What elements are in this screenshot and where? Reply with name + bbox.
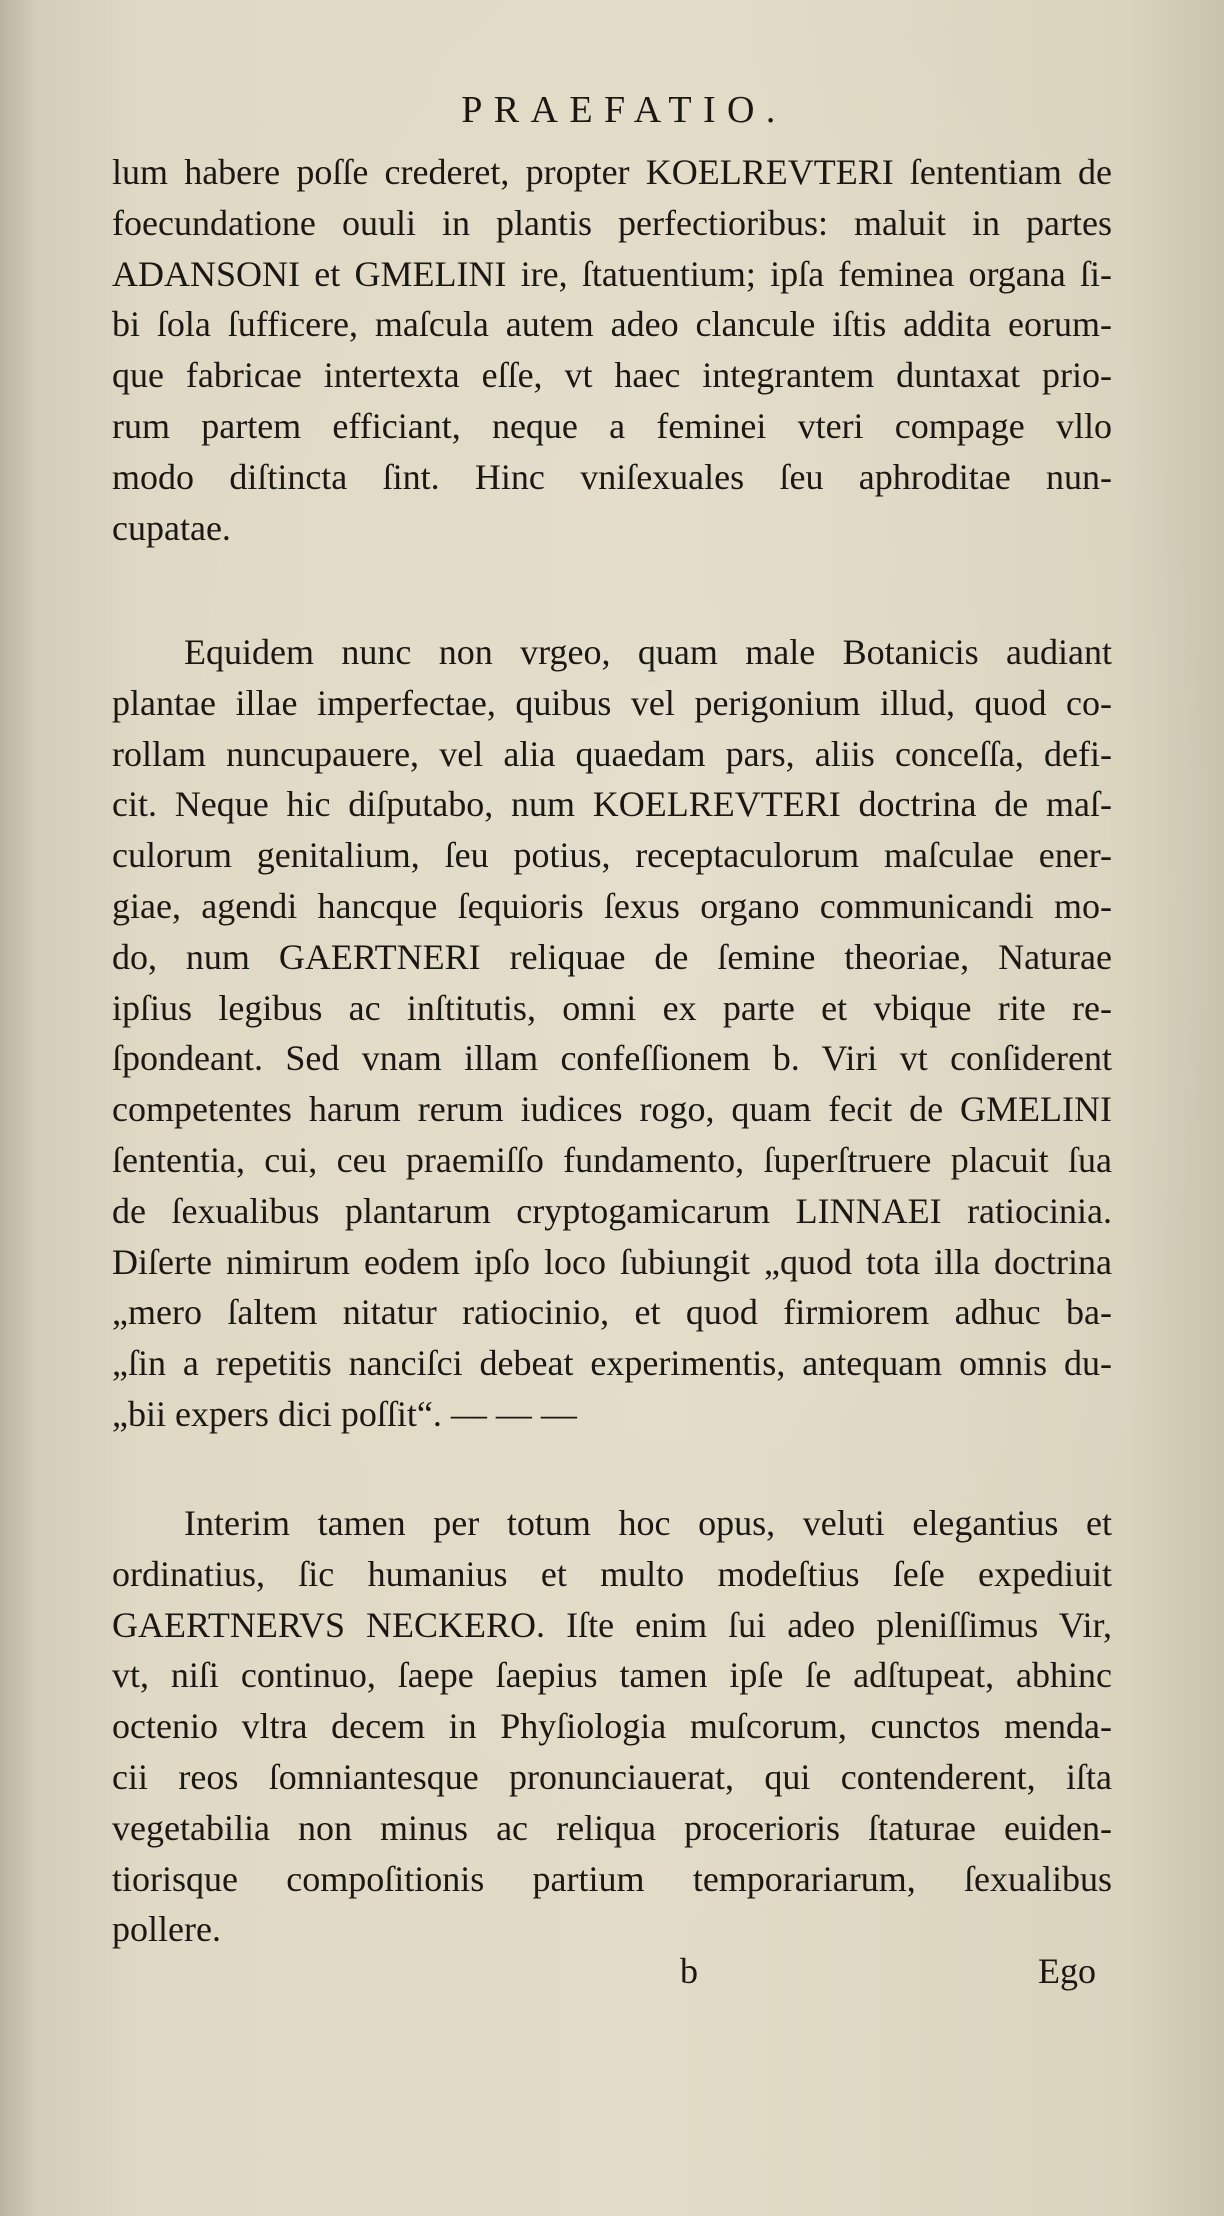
- text-line: giae, agendi hancque ſequioris ſexus organo communicandi mo-: [112, 885, 1112, 926]
- text-line: cit. Neque hic diſputabo, num KOELREVTERI doctrina de maſ-: [112, 784, 1112, 825]
- text-line: „bii expers dici poſſit“. — — —: [112, 1393, 577, 1434]
- text-line: GAERTNERVS NECKERO. Iſte enim ſui adeo pleniſſimus Vir,: [112, 1604, 1112, 1645]
- paragraph-1: [112, 147, 1112, 553]
- text-line: bi ſola ſufficere, maſcula autem adeo clancule iſtis addita eorum-: [112, 304, 1112, 345]
- text-line: Diſerte nimirum eodem ipſo loco ſubiungit „quod tota illa doctrina: [112, 1241, 1112, 1282]
- paragraph-2: [112, 627, 1112, 1440]
- text-line: de ſexualibus plantarum cryptogamicarum LINNAEI ratiocinia.: [112, 1190, 1112, 1231]
- text-line: Interim tamen per totum hoc opus, veluti elegantius et: [184, 1503, 1112, 1543]
- text-line: ſpondeant. Sed vnam illam confeſſionem b. Viri vt conſiderent: [112, 1038, 1112, 1079]
- text-line: do, num GAERTNERI reliquae de ſemine theoriae, Naturae: [112, 936, 1112, 977]
- text-line: octenio vltra decem in Phyſiologia muſcorum, cunctos menda-: [112, 1706, 1112, 1747]
- text-line: modo diſtincta ſint. Hinc vniſexuales ſeu aphroditae nun-: [112, 456, 1112, 497]
- text-line: Equidem nunc non vrgeo, quam male Botanicis audiant: [184, 632, 1112, 672]
- text-line: rollam nuncupauere, vel alia quaedam pars, aliis conceſſa, defi-: [112, 733, 1112, 774]
- text-line: cupatae.: [112, 507, 231, 548]
- text-line: „ſin a repetitis nanciſci debeat experimentis, antequam omnis du-: [112, 1343, 1112, 1384]
- text-line: pollere.: [112, 1909, 221, 1950]
- text-line: cii reos ſomniantesque pronunciauerat, qui contenderent, iſta: [112, 1756, 1112, 1797]
- text-line: plantae illae imperfectae, quibus vel perigonium illud, quod co-: [112, 682, 1112, 723]
- text-line: rum partem efficiant, neque a feminei vteri compage vllo: [112, 405, 1112, 446]
- text-line: competentes harum rerum iudices rogo, quam fecit de GMELINI: [112, 1089, 1112, 1130]
- text-line: foecundatione ouuli in plantis perfectioribus: maluit in partes: [112, 202, 1112, 243]
- text-line: „mero ſaltem nitatur ratiocinio, et quod firmiorem adhuc ba-: [112, 1292, 1112, 1333]
- paragraph-3: [112, 1498, 1112, 1955]
- text-line: vegetabilia non minus ac reliqua procerioris ſtaturae euiden-: [112, 1807, 1112, 1848]
- text-line: que fabricae intertexta eſſe, vt haec integrantem duntaxat prio-: [112, 355, 1112, 396]
- text-line: tiorisque compoſitionis partium temporariarum, ſexualibus: [112, 1858, 1112, 1899]
- text-line: lum habere poſſe crederet, propter KOELREVTERI ſententiam de: [112, 152, 1112, 192]
- text-line: vt, niſi continuo, ſaepe ſaepius tamen ipſe ſe adſtupeat, abhinc: [112, 1655, 1112, 1696]
- text-line: culorum genitalium, ſeu potius, receptaculorum maſculae ener-: [112, 835, 1112, 876]
- text-line: ordinatius, ſic humanius et multo modeſtius ſeſe expediuit: [112, 1553, 1112, 1594]
- text-line: ſententia, cui, ceu praemiſſo fundamento, ſuperſtruere placuit ſua: [112, 1139, 1112, 1180]
- catchword: Ego: [1038, 1951, 1096, 1991]
- page-header: PRAEFATIO.: [461, 89, 787, 131]
- signature-mark: b: [680, 1951, 698, 1991]
- text-line: ipſius legibus ac inſtitutis, omni ex parte et vbique rite re-: [112, 987, 1112, 1028]
- text-line: ADANSONI et GMELINI ire, ſtatuentium; ipſa feminea organa ſi-: [112, 253, 1112, 294]
